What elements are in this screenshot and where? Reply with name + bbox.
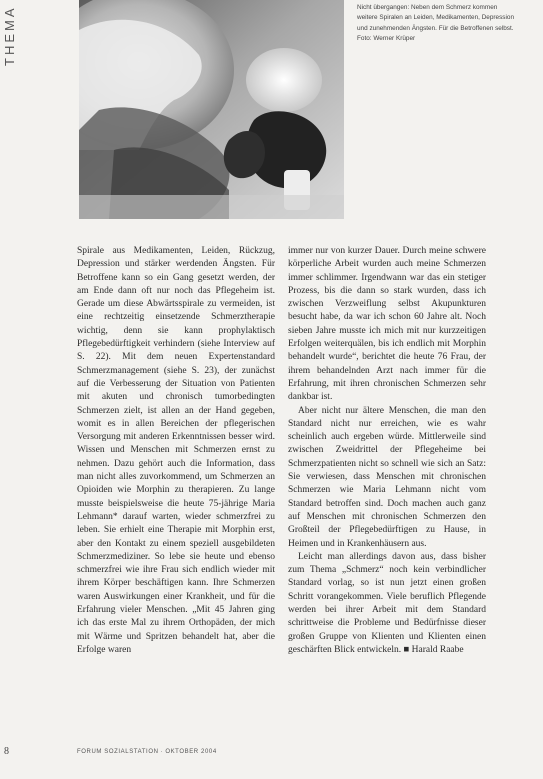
elderly-woman-photo xyxy=(79,0,344,219)
running-footer-title: FORUM SOZIALSTATION ∙ OKTOBER 2004 xyxy=(77,749,217,755)
article-photo xyxy=(79,0,344,219)
photo-caption: Nicht übergangen: Neben dem Schmerz kommen weitere Spiralen an Leiden, Medikamenten, Depression und zunehmenden Ängsten. Für die Betroffenen selbst. Foto: Werner Krüper xyxy=(357,4,515,42)
article-column-right xyxy=(288,245,486,657)
paragraph: Spirale aus Medikamenten, Leiden, Rückzug, Depression und stärker werdenden Ängsten. Für Betroffene kann so ein Gang gesetzt werden, der am Ende dann oft nur noch das Pflegeheim ist. Gerade um diese Abwärtsspirale zu vermeiden, ist eine rechtzeitig einsetzende Schmerztherapie wichtig, denn sie kann prophylaktisch Pflegebedürftigkeit verhindern (siehe Interview auf S. 22). Mit dem neuen Expertenstandard Schmerzmanagement (siehe S. 23), der zunächst auf die Verbesserung der Situation von Patienten mit akuten und chronisch tumorbedingten Schmerzen zielt, ist allen an der Hand gegeben, womit es in allen Bereichen der pflegerischen Versorgung mit anderen Erkenntnissen besser wird. Wissen und Menschen mit Schmerzen ernst zu nehmen. Dazu gehört auch die Information, dass man nicht alles zuvorkommend, um Schmerzen an Opioiden wie Morphin zu therapieren. Zu lange musste beispielsweise die heute 75-jährige Maria Lehmann* darauf warten, wieder schmerzfrei zu leben. Sie erhielt eine Therapie mit Morphin erst, aber den Kontakt zu einem speziell ausgebildeten Schmerzmediziner. So lebe sie heute und ebenso schmerzfrei wie ihre Frau sich endlich wieder mit ihrem Körper beschäftigen kann. Ihre Schmerzen waren Auswirkungen einer Krankheit, und für die Erfahrung vieler Menschen. „Mit 45 Jahren ging ich das erste Mal zu ihrem Orthopäden, der mich mit Wärme und Spritzen behandelt hat, aber die Erfolge waren xyxy=(77,246,275,655)
paragraph: immer nur von kurzer Dauer. Durch meine schwere körperliche Arbeit wurden auch meine Schmerzen immer schlimmer. Irgendwann war das ein stetiger Prozess, bis die dann so stark wurden, dass ich zwischen Verzweiflung selbst Akupunkturen besucht habe, da war ich schon 60 Jahre alt. Noch sieben Jahre musste ich mich mit nur kurzzeitigen Erfolgen weiterquälen, bis ich endlich mit Morphin behandelt wurde“, berichtet die heute 76 Frau, der ihrem behandelnden Arzt nach immer für die Erfahrung, mit ihren chronischen Schmerzen sehr dankbar ist. xyxy=(288,246,486,403)
paragraph: Leicht man allerdings davon aus, dass bisher zum Thema „Schmerz“ noch kein verbindlicher Standard vorlag, so ist nun jetzt einen großen Schritt vorangekommen. Viele beruflich Pflegende werden bei ihrer Arbeit mit dem Standard schrittweise die Probleme und Bedürfnisse dieser großen Gruppe von Klienten und Klienten einen geschärften Blick entwickeln. ■ Harald Raabe xyxy=(288,551,486,655)
page-number: 8 xyxy=(4,746,9,757)
section-tab: THEMA xyxy=(2,5,17,66)
article-column-left xyxy=(77,245,275,657)
paragraph: Aber nicht nur ältere Menschen, die man den Standard nicht nur erreichen, wie es wahr scheinlich auch ergeben würde. Mittlerweile sind zwischen Zweidrittel der Pflegeheime bei Schmerzpatienten nicht so schnell wie sich an Satz: Sie verwiesen, dass Menschen mit chronischen Schmerzen wie Maria Lehmann nicht vom Standard betroffen sind. Doch machen auch ganz auf Menschen mit chronischen Schmerzen den Großteil der Pflegebedürftigen zu Hause, in Heimen und in Krankenhäusern aus. xyxy=(288,405,486,549)
